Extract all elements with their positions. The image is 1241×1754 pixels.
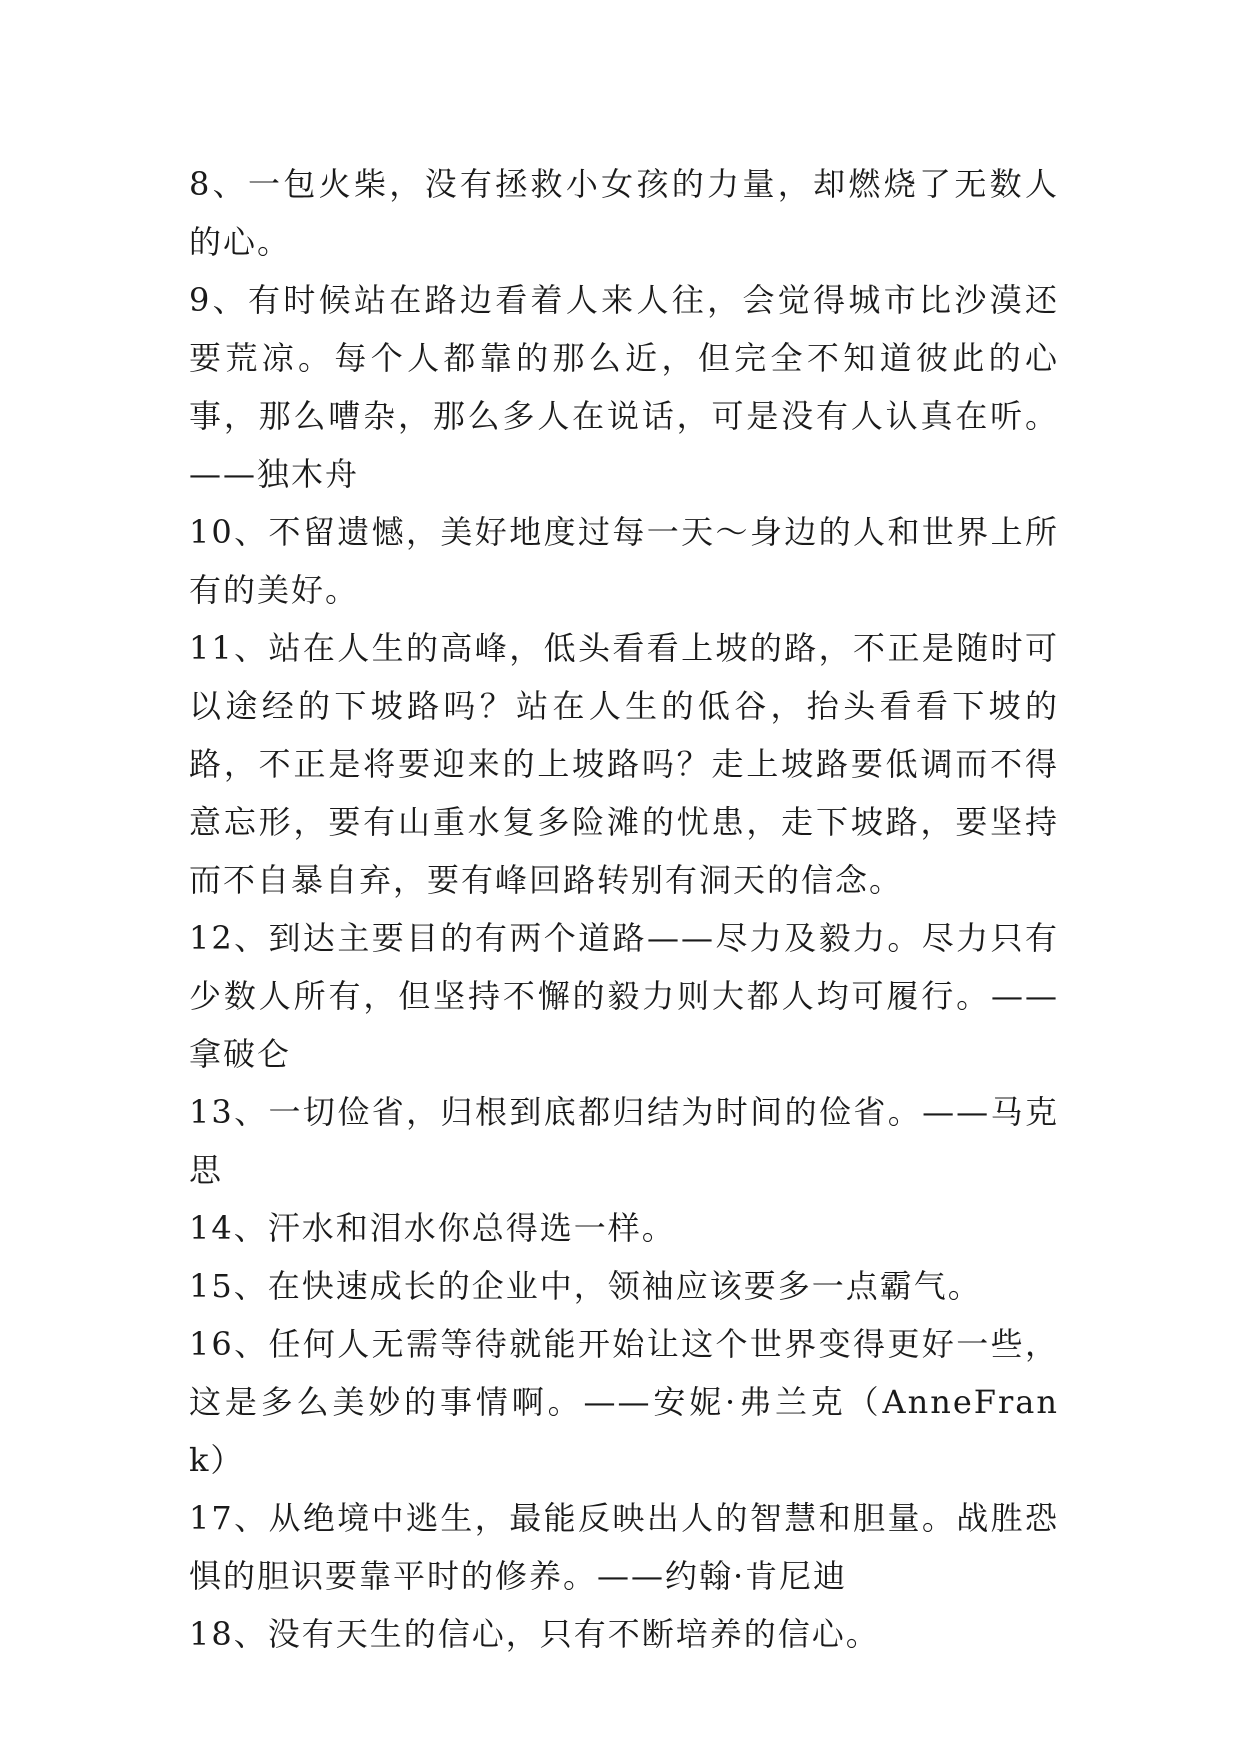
quote-list xyxy=(189,155,1059,1663)
quote-item-14: 14、汗水和泪水你总得选一样。 xyxy=(189,1209,676,1247)
quote-item-16: 16、任何人无需等待就能开始让这个世界变得更好一些，这是多么美妙的事情啊。——安妮·弗兰克（AnneFrank） xyxy=(189,1325,1059,1479)
quote-item-10: 10、不留遗憾，美好地度过每一天～身边的人和世界上所有的美好。 xyxy=(189,513,1059,609)
quote-item-15: 15、在快速成长的企业中，领袖应该要多一点霸气。 xyxy=(189,1267,982,1305)
quote-item-18: 18、没有天生的信心，只有不断培养的信心。 xyxy=(189,1615,880,1653)
quote-item-11: 11、站在人生的高峰，低头看看上坡的路，不正是随时可以途经的下坡路吗？站在人生的低谷，抬头看看下坡的路，不正是将要迎来的上坡路吗？走上坡路要低调而不得意忘形，要有山重水复多险滩的忧患，走下坡路，要坚持而不自暴自弃，要有峰回路转别有洞天的信念。 xyxy=(189,629,1059,899)
quote-item-12: 12、到达主要目的有两个道路——尽力及毅力。尽力只有少数人所有，但坚持不懈的毅力则大都人均可履行。——拿破仑 xyxy=(189,919,1059,1073)
quote-item-8: 8、一包火柴，没有拯救小女孩的力量，却燃烧了无数人的心。 xyxy=(189,165,1059,261)
quote-item-13: 13、一切俭省，归根到底都归结为时间的俭省。——马克思 xyxy=(189,1093,1059,1189)
quote-item-17: 17、从绝境中逃生，最能反映出人的智慧和胆量。战胜恐惧的胆识要靠平时的修养。——约翰·肯尼迪 xyxy=(189,1499,1059,1595)
quote-item-9: 9、有时候站在路边看着人来人往，会觉得城市比沙漠还要荒凉。每个人都靠的那么近，但完全不知道彼此的心事，那么嘈杂，那么多人在说话，可是没有人认真在听。——独木舟 xyxy=(189,281,1059,493)
